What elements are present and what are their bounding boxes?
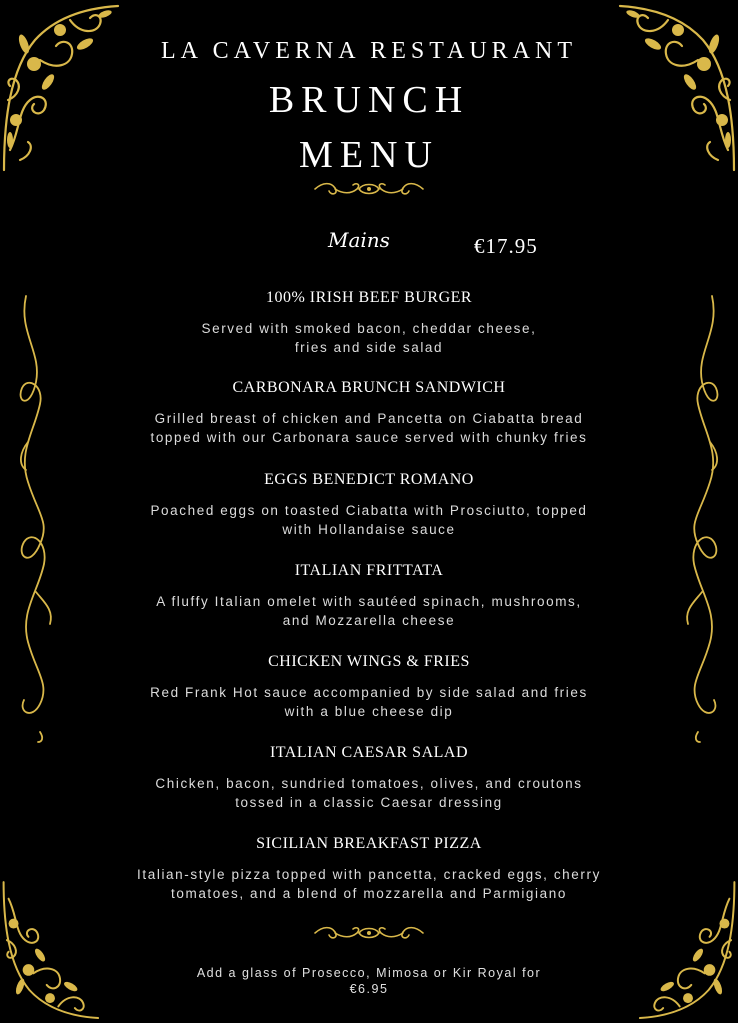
menu-item-name: ITALIAN CAESAR SALAD bbox=[269, 744, 469, 761]
footer-note bbox=[80, 965, 658, 997]
menu-item-description-line: tossed in a classic Caesar dressing bbox=[235, 795, 503, 810]
menu-item-name: 100% IRISH BEEF BURGER bbox=[265, 289, 473, 306]
menu-item-description-line: fries and side salad bbox=[294, 340, 444, 355]
menu-item bbox=[60, 652, 678, 721]
scroll-divider-top-icon bbox=[311, 178, 427, 200]
section-price: €17.95 bbox=[474, 234, 538, 258]
menu-item bbox=[60, 288, 678, 357]
restaurant-name: LA CAVERNA RESTAURANT bbox=[160, 38, 577, 64]
menu-item-description bbox=[60, 409, 678, 447]
menu-item bbox=[60, 378, 678, 447]
menu-item-description bbox=[60, 774, 678, 812]
menu-item bbox=[60, 743, 678, 812]
menu-item bbox=[60, 561, 678, 630]
menu-item bbox=[60, 470, 678, 539]
menu-item bbox=[60, 834, 678, 903]
swirl-vine-left-icon bbox=[14, 292, 60, 744]
menu-item-description-line: and Mozzarella cheese bbox=[282, 613, 456, 628]
swirl-vine-right-icon bbox=[678, 292, 724, 744]
menu-item-name: CHICKEN WINGS & FRIES bbox=[268, 653, 470, 670]
menu-item-description-line: with Hollandaise sauce bbox=[282, 522, 456, 537]
scroll-divider-bottom-icon bbox=[311, 922, 427, 944]
menu-item-description-line: Italian-style pizza topped with pancetta, cracked eggs, cherry bbox=[137, 867, 601, 882]
menu-item-description-line: tomatoes, and a blend of mozzarella and Parmigiano bbox=[171, 886, 567, 901]
menu-item-description bbox=[60, 592, 678, 630]
menu-item-description bbox=[60, 501, 678, 539]
menu-item-name: SICILIAN BREAKFAST PIZZA bbox=[256, 835, 482, 852]
menu-item-description-line: Chicken, bacon, sundried tomatoes, olives, and croutons bbox=[155, 776, 583, 791]
menu-item-description-line: Poached eggs on toasted Ciabatta with Prosciutto, topped bbox=[150, 503, 588, 518]
menu-item-name: CARBONARA BRUNCH SANDWICH bbox=[232, 379, 506, 396]
footer-line: Add a glass of Prosecco, Mimosa or Kir Royal for bbox=[196, 966, 542, 980]
menu-item-description bbox=[60, 683, 678, 721]
menu-item-description-line: Served with smoked bacon, cheddar cheese, bbox=[201, 321, 537, 336]
menu-item-description-line: Grilled breast of chicken and Pancetta on Ciabatta bread bbox=[154, 411, 584, 426]
menu-title-line2: MENU bbox=[299, 134, 439, 176]
menu-item-description bbox=[60, 865, 678, 903]
menu-item-description-line: topped with our Carbonara sauce served with chunky fries bbox=[150, 430, 588, 445]
menu-title-line1: BRUNCH bbox=[268, 79, 470, 121]
footer-price: €6.95 bbox=[349, 982, 389, 996]
menu-item-name: EGGS BENEDICT ROMANO bbox=[264, 471, 474, 488]
menu-item-description-line: with a blue cheese dip bbox=[284, 704, 454, 719]
menu-item-description-line: Red Frank Hot sauce accompanied by side salad and fries bbox=[150, 685, 588, 700]
section-label-mains: Mains bbox=[328, 228, 390, 252]
menu-item-description bbox=[60, 319, 678, 357]
menu-item-name: ITALIAN FRITTATA bbox=[294, 562, 444, 579]
menu-item-description-line: A fluffy Italian omelet with sautéed spinach, mushrooms, bbox=[156, 594, 582, 609]
